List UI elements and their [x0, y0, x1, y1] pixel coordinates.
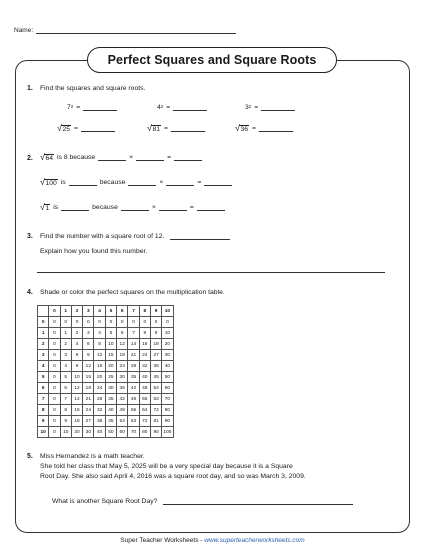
table-row-header: 4 — [38, 361, 49, 372]
name-row — [14, 27, 236, 34]
q5-question: What is another Square Root Day? — [52, 498, 158, 505]
table-cell[interactable]: 6 — [83, 339, 94, 350]
name-label: Name: — [14, 27, 34, 34]
table-row — [38, 427, 174, 438]
footer: Super Teacher Worksheets - www.superteacherworksheets.com — [120, 537, 305, 544]
table-cell[interactable]: 18 — [83, 383, 94, 394]
table-cell[interactable]: 32 — [94, 405, 105, 416]
table-cell[interactable]: 42 — [117, 394, 128, 405]
table-cell[interactable]: 90 — [162, 416, 173, 427]
q3-question-row — [40, 233, 230, 240]
q2-blank[interactable] — [128, 179, 156, 186]
table-cell[interactable]: 7 — [60, 394, 71, 405]
q4-instruction: Shade or color the perfect squares on the multiplication table. — [40, 289, 225, 296]
table-cell[interactable]: 18 — [71, 416, 82, 427]
table-cell[interactable]: 24 — [83, 405, 94, 416]
q1-answer-blank[interactable] — [259, 125, 293, 132]
q2-blank[interactable] — [136, 154, 164, 161]
q1-root-1: √ 81 = — [147, 124, 205, 133]
table-cell[interactable]: 12 — [71, 383, 82, 394]
table-cell[interactable]: 15 — [83, 372, 94, 383]
table-cell[interactable]: 0 — [49, 383, 60, 394]
table-cell[interactable]: 0 — [139, 317, 150, 328]
table-row-header: 1 — [38, 328, 49, 339]
q2-blank[interactable] — [61, 204, 89, 211]
table-cell[interactable]: 0 — [105, 317, 116, 328]
table-row — [38, 405, 174, 416]
q5-line-1: Miss Hernandez is a math teacher. — [40, 453, 145, 460]
table-cell[interactable]: 42 — [128, 383, 139, 394]
q1-answer-blank[interactable] — [173, 104, 207, 111]
table-cell[interactable]: 16 — [139, 339, 150, 350]
title-box — [87, 47, 337, 73]
q1-answer-blank[interactable] — [81, 125, 115, 132]
table-cell[interactable]: 40 — [162, 361, 173, 372]
table-row-header: 10 — [38, 427, 49, 438]
q2-blank[interactable] — [121, 204, 149, 211]
table-cell[interactable]: 2 — [71, 328, 82, 339]
table-cell[interactable]: 0 — [49, 361, 60, 372]
table-cell[interactable]: 60 — [162, 383, 173, 394]
q1-answer-blank[interactable] — [171, 125, 205, 132]
table-cell[interactable]: 49 — [128, 394, 139, 405]
table-cell[interactable]: 100 — [162, 427, 173, 438]
radical-sign: √ 81 — [147, 123, 161, 133]
q1-root-2: √ 36 = — [235, 124, 293, 133]
table-cell[interactable]: 12 — [94, 350, 105, 361]
table-col-header: 5 — [105, 306, 116, 317]
table-row-header: 2 — [38, 339, 49, 350]
table-cell[interactable]: 54 — [117, 416, 128, 427]
table-row-header: 6 — [38, 383, 49, 394]
table-cell[interactable]: 3 — [83, 328, 94, 339]
table-cell[interactable]: 45 — [150, 372, 161, 383]
table-cell[interactable]: 28 — [128, 361, 139, 372]
table-cell[interactable]: 32 — [139, 361, 150, 372]
table-cell[interactable]: 6 — [60, 383, 71, 394]
radical-sign: √ 25 — [57, 123, 71, 133]
q1-number: 1. — [27, 85, 33, 92]
table-row — [38, 361, 174, 372]
table-cell[interactable]: 10 — [105, 339, 116, 350]
q1-square-2: 3 2 = — [245, 104, 295, 111]
q2-blank[interactable] — [166, 179, 194, 186]
table-cell[interactable]: 0 — [49, 416, 60, 427]
table-cell[interactable]: 12 — [117, 339, 128, 350]
q1-square-1: 4 2 = — [157, 104, 207, 111]
table-cell[interactable]: 0 — [49, 394, 60, 405]
name-field[interactable] — [36, 27, 236, 34]
table-cell[interactable]: 0 — [49, 372, 60, 383]
table-cell[interactable]: 70 — [162, 394, 173, 405]
table-cell[interactable]: 36 — [117, 383, 128, 394]
q5-question-row — [52, 498, 353, 505]
table-cell[interactable]: 10 — [60, 427, 71, 438]
table-cell[interactable]: 0 — [49, 427, 60, 438]
table-cell[interactable]: 8 — [139, 328, 150, 339]
footer-url[interactable]: www.superteacherworksheets.com — [204, 537, 305, 544]
table-cell[interactable]: 0 — [162, 317, 173, 328]
table-row — [38, 328, 174, 339]
table-col-header: 2 — [71, 306, 82, 317]
table-cell[interactable]: 81 — [150, 416, 161, 427]
q5-number: 5. — [27, 453, 33, 460]
radical-sign: √ 36 — [235, 123, 249, 133]
table-cell[interactable]: 20 — [71, 427, 82, 438]
q4-number: 4. — [27, 289, 33, 296]
table-cell[interactable]: 6 — [117, 328, 128, 339]
table-cell[interactable]: 4 — [94, 328, 105, 339]
table-cell[interactable]: 9 — [60, 416, 71, 427]
table-cell[interactable]: 35 — [105, 394, 116, 405]
table-corner — [38, 306, 49, 317]
table-cell[interactable]: 6 — [71, 350, 82, 361]
table-cell[interactable]: 1 — [60, 328, 71, 339]
table-row-header: 7 — [38, 394, 49, 405]
table-cell[interactable]: 72 — [139, 416, 150, 427]
table-cell[interactable]: 54 — [150, 383, 161, 394]
table-cell[interactable]: 30 — [105, 383, 116, 394]
table-row-header: 0 — [38, 317, 49, 328]
table-cell[interactable]: 25 — [105, 372, 116, 383]
table-cell[interactable]: 56 — [128, 405, 139, 416]
table-cell[interactable]: 14 — [71, 394, 82, 405]
table-row — [38, 383, 174, 394]
table-cell[interactable]: 48 — [117, 405, 128, 416]
table-cell[interactable]: 8 — [94, 339, 105, 350]
q3-question: Find the number with a square root of 12. — [40, 233, 165, 240]
table-row-header: 9 — [38, 416, 49, 427]
table-cell[interactable]: 24 — [139, 350, 150, 361]
table-cell[interactable]: 20 — [105, 361, 116, 372]
table-cell[interactable]: 21 — [83, 394, 94, 405]
table-col-header: 0 — [49, 306, 60, 317]
table-cell[interactable]: 45 — [105, 416, 116, 427]
table-cell[interactable]: 5 — [105, 328, 116, 339]
page-title: Perfect Squares and Square Roots — [107, 53, 317, 67]
table-cell[interactable]: 40 — [94, 427, 105, 438]
q5-answer-blank[interactable] — [163, 498, 353, 505]
q2-blank[interactable] — [98, 154, 126, 161]
table-cell[interactable]: 0 — [49, 317, 60, 328]
table-cell[interactable]: 36 — [94, 416, 105, 427]
table-cell[interactable]: 0 — [128, 317, 139, 328]
table-cell[interactable]: 0 — [150, 317, 161, 328]
q2-line-3: √ 1 is because × = — [40, 203, 225, 212]
table-cell[interactable]: 9 — [83, 350, 94, 361]
radical-sign: √ 1 — [40, 202, 50, 212]
table-cell[interactable]: 9 — [150, 328, 161, 339]
table-cell[interactable]: 0 — [49, 339, 60, 350]
table-cell[interactable]: 70 — [128, 427, 139, 438]
table-cell[interactable]: 30 — [117, 372, 128, 383]
table-col-header: 7 — [128, 306, 139, 317]
q2-blank[interactable] — [204, 179, 232, 186]
table-col-header: 4 — [94, 306, 105, 317]
q2-blank[interactable] — [174, 154, 202, 161]
table-cell[interactable]: 48 — [139, 383, 150, 394]
table-row — [38, 394, 174, 405]
q2-line-2: √ 100 is because × = — [40, 178, 232, 187]
table-cell[interactable]: 80 — [162, 405, 173, 416]
table-cell[interactable]: 7 — [128, 328, 139, 339]
q3-explain: Explain how you found this number. — [40, 248, 148, 255]
table-cell[interactable]: 0 — [94, 317, 105, 328]
q2-blank[interactable] — [197, 204, 225, 211]
q3-explanation-line[interactable] — [37, 272, 385, 273]
table-cell[interactable]: 24 — [117, 361, 128, 372]
table-col-header: 1 — [60, 306, 71, 317]
table-cell[interactable]: 64 — [139, 405, 150, 416]
table-cell[interactable]: 60 — [117, 427, 128, 438]
q1-square-0: 7 2 = — [67, 104, 117, 111]
table-cell[interactable]: 35 — [128, 372, 139, 383]
table-col-header: 8 — [139, 306, 150, 317]
table-cell[interactable]: 18 — [117, 350, 128, 361]
table-cell[interactable]: 8 — [60, 405, 71, 416]
table-cell[interactable]: 63 — [128, 416, 139, 427]
q1-answer-blank[interactable] — [83, 104, 117, 111]
table-cell[interactable]: 18 — [150, 339, 161, 350]
table-row — [38, 372, 174, 383]
table-cell[interactable]: 0 — [117, 317, 128, 328]
table-row — [38, 317, 174, 328]
table-cell[interactable]: 27 — [150, 350, 161, 361]
table-cell[interactable]: 0 — [83, 317, 94, 328]
table-cell[interactable]: 12 — [83, 361, 94, 372]
q3-number: 3. — [27, 233, 33, 240]
table-cell[interactable]: 0 — [49, 328, 60, 339]
table-cell[interactable]: 2 — [60, 339, 71, 350]
table-cell[interactable]: 20 — [162, 339, 173, 350]
table-cell[interactable]: 72 — [150, 405, 161, 416]
table-cell[interactable]: 0 — [49, 405, 60, 416]
table-row — [38, 350, 174, 361]
table-cell[interactable]: 3 — [60, 350, 71, 361]
table-cell[interactable]: 16 — [94, 361, 105, 372]
table-cell[interactable]: 56 — [139, 394, 150, 405]
q3-answer-blank[interactable] — [170, 233, 230, 240]
q2-number: 2. — [27, 155, 33, 162]
table-col-header: 3 — [83, 306, 94, 317]
table-cell[interactable]: 28 — [94, 394, 105, 405]
q2-line-1: √ 64 is 8 because × = — [40, 153, 202, 162]
table-col-header: 9 — [150, 306, 161, 317]
table-cell[interactable]: 15 — [105, 350, 116, 361]
table-row — [38, 339, 174, 350]
table-cell[interactable]: 30 — [162, 350, 173, 361]
q1-answer-blank[interactable] — [261, 104, 295, 111]
table-cell[interactable]: 40 — [105, 405, 116, 416]
table-cell[interactable]: 20 — [94, 372, 105, 383]
table-cell[interactable]: 0 — [60, 317, 71, 328]
table-cell[interactable]: 4 — [60, 361, 71, 372]
radical-sign: √ 64 — [40, 152, 54, 162]
q1-instruction: Find the squares and square roots. — [40, 85, 146, 92]
multiplication-table — [37, 305, 174, 438]
table-cell[interactable]: 50 — [105, 427, 116, 438]
q2-blank[interactable] — [69, 179, 97, 186]
table-cell[interactable]: 21 — [128, 350, 139, 361]
table-col-header: 6 — [117, 306, 128, 317]
q1-root-0: √ 25 = — [57, 124, 115, 133]
table-cell[interactable]: 0 — [49, 350, 60, 361]
table-col-header: 10 — [162, 306, 173, 317]
table-cell[interactable]: 50 — [162, 372, 173, 383]
table-cell[interactable]: 36 — [150, 361, 161, 372]
table-cell[interactable]: 5 — [60, 372, 71, 383]
table-cell[interactable]: 40 — [139, 372, 150, 383]
table-cell[interactable]: 4 — [71, 339, 82, 350]
q5-line-2: She told her class that May 5, 2025 will be a very special day because it is a Square — [40, 463, 293, 470]
table-row-header: 3 — [38, 350, 49, 361]
table-cell[interactable]: 10 — [71, 372, 82, 383]
footer-brand: Super Teacher Worksheets — [120, 537, 199, 544]
table-cell[interactable]: 30 — [83, 427, 94, 438]
table-cell[interactable]: 0 — [71, 317, 82, 328]
table-row-header: 5 — [38, 372, 49, 383]
q5-line-3: Root Day. She also said April 4, 2016 was a square root day, and so was March 3, 2009. — [40, 473, 306, 480]
table-cell[interactable]: 10 — [162, 328, 173, 339]
table-cell[interactable]: 14 — [128, 339, 139, 350]
radical-sign: √ 100 — [40, 177, 57, 187]
table-cell[interactable]: 24 — [94, 383, 105, 394]
q2-blank[interactable] — [159, 204, 187, 211]
table-cell[interactable]: 80 — [139, 427, 150, 438]
table-row-header: 8 — [38, 405, 49, 416]
table-cell[interactable]: 16 — [71, 405, 82, 416]
table-cell[interactable]: 90 — [150, 427, 161, 438]
table-cell[interactable]: 27 — [83, 416, 94, 427]
table-cell[interactable]: 63 — [150, 394, 161, 405]
table-row — [38, 416, 174, 427]
table-cell[interactable]: 8 — [71, 361, 82, 372]
